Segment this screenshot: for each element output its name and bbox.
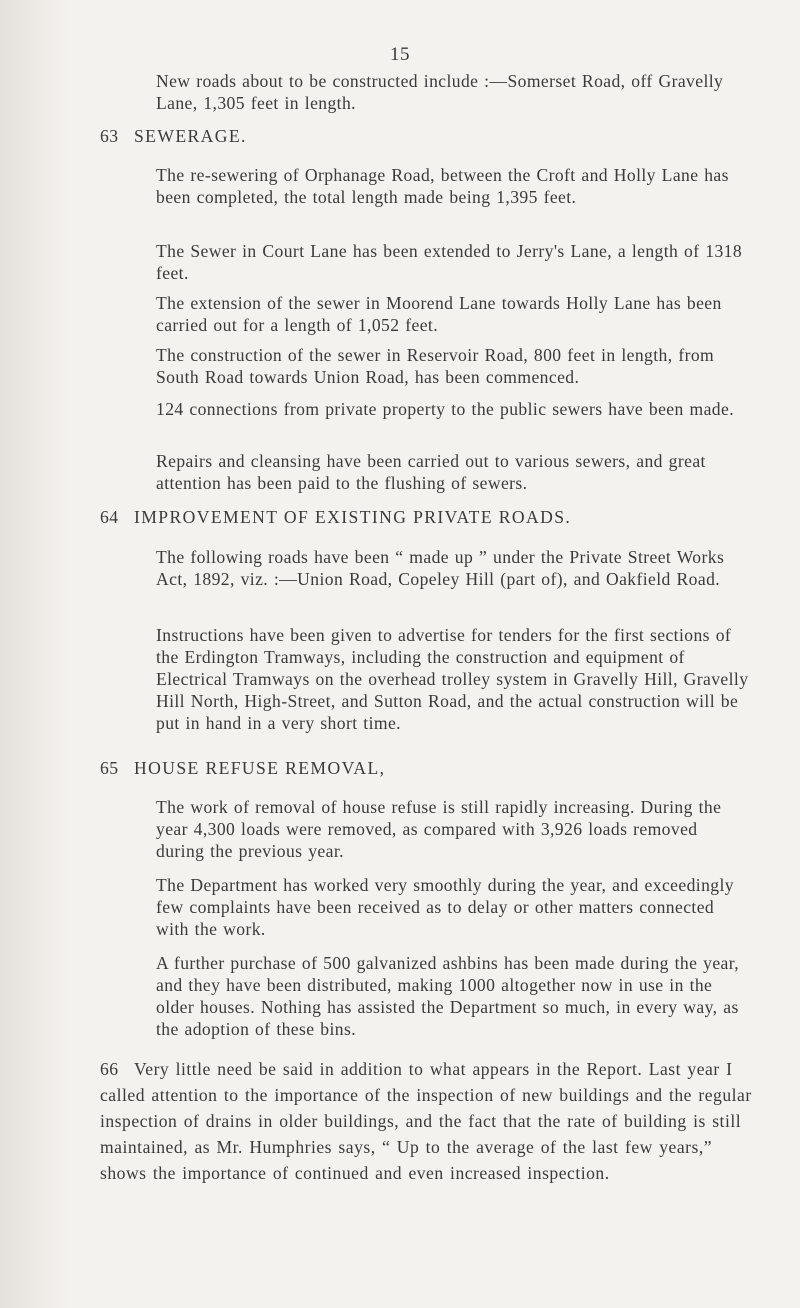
paragraph: The construction of the sewer in Reservoir Road, 800 feet in length, from South Road towards Union Road, has been commenced. bbox=[156, 345, 715, 387]
paragraph: Repairs and cleansing have been carried out to various sewers, and great attention has been paid to the flushing of sewers. bbox=[156, 451, 706, 493]
closing-text: Very little need be said in addition to what appears in the Report. Last year I called attention to the importance of the inspection of new buildings and the regular inspection of drains in older buildings, and the fact that the rate of building is still maintained, as Mr. Humphries says, “ Up to the average of the last few years,” shows the importance of continued and even increased inspection. bbox=[100, 1059, 752, 1183]
closing-paragraph bbox=[100, 1056, 752, 1186]
section-number: 64 bbox=[100, 507, 119, 527]
paragraph: 124 connections from private property to the public sewers have been made. bbox=[156, 399, 735, 419]
section-heading-63 bbox=[100, 126, 247, 147]
paragraph: The following roads have been “ made up ” under the Private Street Works Act, 1892, viz. :—Union Road, Copeley Hill (part of), and Oakfield Road. bbox=[156, 547, 725, 589]
section-number: 63 bbox=[100, 126, 119, 146]
paragraph: A further purchase of 500 galvanized ashbins has been made during the year, and they have been distributed, making 1000 altogether now in use in the older houses. Nothing has assisted the Department so much, in every way, as the adoption of these bins. bbox=[156, 953, 740, 1039]
section-heading-65 bbox=[100, 758, 385, 779]
section-heading-64 bbox=[100, 507, 571, 528]
section-title: SEWERAGE. bbox=[134, 126, 247, 146]
paragraph: The Sewer in Court Lane has been extended to Jerry's Lane, a length of 1318 feet. bbox=[156, 241, 743, 283]
section-title: IMPROVEMENT OF EXISTING PRIVATE ROADS. bbox=[134, 507, 572, 527]
paragraph: The work of removal of house refuse is still rapidly increasing. During the year 4,300 loads were removed, as compared with 3,926 loads removed during the previous year. bbox=[156, 797, 722, 861]
page-number: 15 bbox=[390, 44, 410, 65]
section-title: HOUSE REFUSE REMOVAL, bbox=[134, 758, 386, 778]
paragraph: The Department has worked very smoothly during the year, and exceedingly few complaints have been received as to delay or other matters connected with the work. bbox=[156, 875, 734, 939]
paragraph: Instructions have been given to advertise for tenders for the first sections of the Erdington Tramways, including the construction and equipment of Electrical Tramways on the overhead trolley system in Gravelly Hill, Gravelly Hill North, High-Street, and Sutton Road, and the actual construction will be put in hand in a very short time. bbox=[156, 625, 749, 733]
paragraph-number: 66 bbox=[100, 1059, 119, 1079]
paragraph: The extension of the sewer in Moorend Lane towards Holly Lane has been carried out for a length of 1,052 feet. bbox=[156, 293, 722, 335]
scan-edge-shadow bbox=[0, 0, 70, 1308]
section-number: 65 bbox=[100, 758, 119, 778]
paragraph: The re-sewering of Orphanage Road, between the Croft and Holly Lane has been completed, the total length made being 1,395 feet. bbox=[156, 165, 729, 207]
intro-paragraph: New roads about to be constructed include :—Somerset Road, off Gravelly Lane, 1,305 feet in length. bbox=[156, 71, 724, 113]
